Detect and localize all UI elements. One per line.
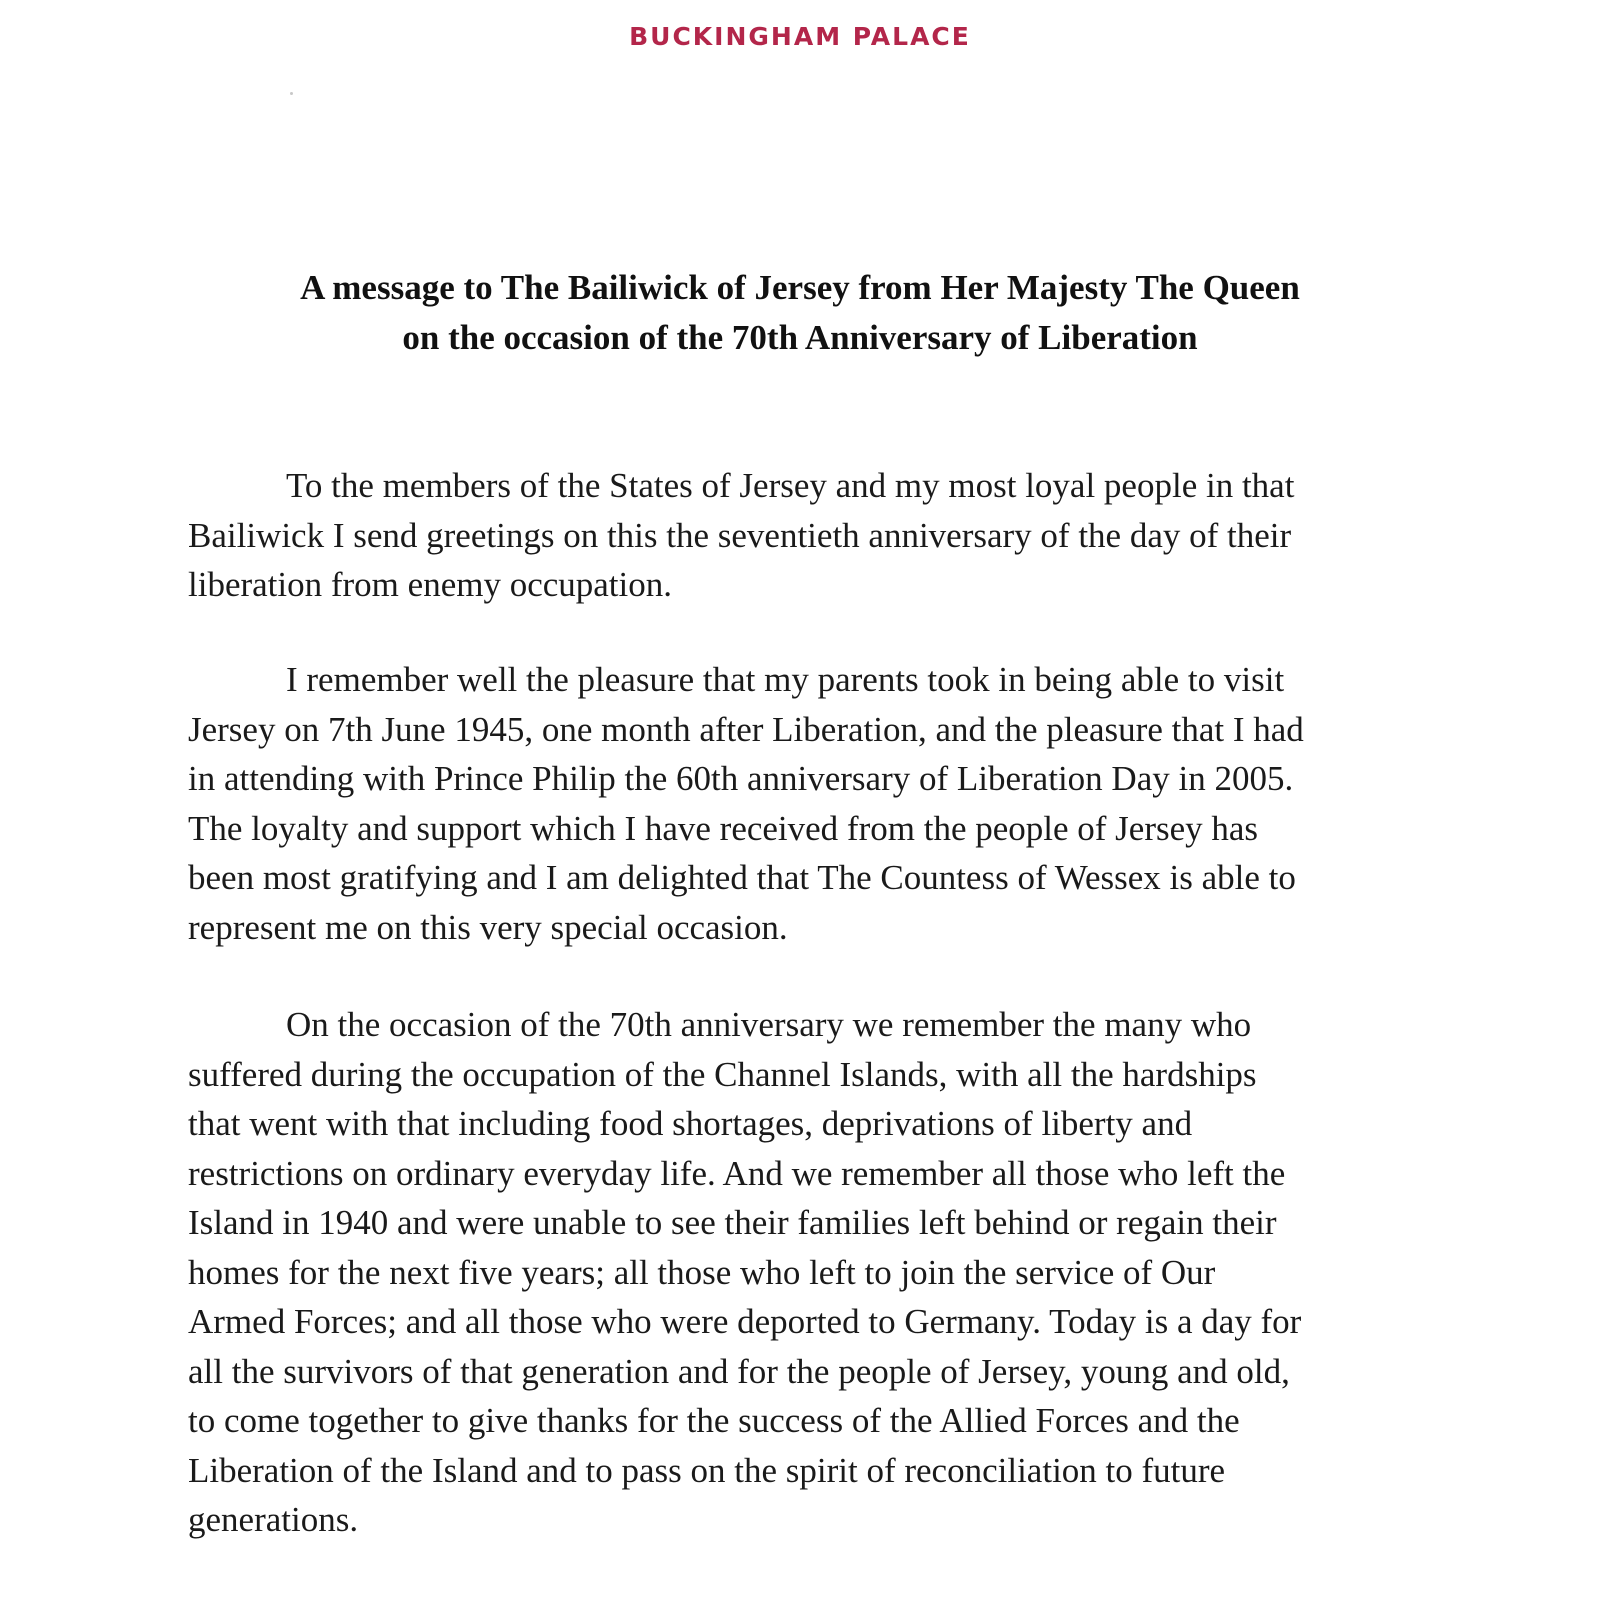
- title-line: A message to The Bailiwick of Jersey from Her Majesty The Queen: [300, 268, 1300, 307]
- scan-speck: [290, 92, 293, 95]
- paragraph-line: On the occasion of the 70th anniversary we remember the many who: [286, 1005, 1252, 1044]
- paragraph-line: Liberation of the Island and to pass on the spirit of reconciliation to future: [188, 1450, 1226, 1490]
- message-title: [150, 263, 1450, 363]
- paragraph-line: that went with that including food shortages, deprivations of liberty and: [188, 1104, 1193, 1143]
- paragraph-remembrance: [188, 655, 1428, 952]
- paragraph-line: been most gratifying and I am delighted that The Countess of Wessex is able to: [188, 858, 1296, 897]
- paragraph-line: Armed Forces; and all those who were deported to Germany. Today is a day for: [188, 1302, 1302, 1341]
- paragraph-line: suffered during the occupation of the Channel Islands, with all the hardships: [188, 1054, 1257, 1094]
- letterhead: BUCKINGHAM PALACE: [629, 22, 971, 51]
- paragraph-line: I remember well the pleasure that my parents took in being able to visit: [286, 660, 1285, 699]
- paragraph-line: liberation from enemy occupation.: [188, 565, 673, 604]
- paragraph-line: restrictions on ordinary everyday life. And we remember all those who left the: [188, 1153, 1286, 1193]
- paragraph-line: homes for the next five years; all those who left to join the service of Our: [188, 1252, 1216, 1292]
- paragraph-line: in attending with Prince Philip the 60th anniversary of Liberation Day in 2005.: [188, 759, 1294, 798]
- paragraph-occupation: [188, 1000, 1428, 1545]
- paragraph-line: To the members of the States of Jersey and my most loyal people in that: [286, 466, 1295, 505]
- paragraph-line: Bailiwick I send greetings on this the seventieth anniversary of the day of their: [188, 515, 1292, 555]
- paragraph-line: all the survivors of that generation and for the people of Jersey, young and old,: [188, 1351, 1290, 1391]
- paragraph-line: Jersey on 7th June 1945, one month after Liberation, and the pleasure that I had: [188, 709, 1304, 749]
- paragraph-line: Island in 1940 and were unable to see their families left behind or regain their: [188, 1203, 1277, 1242]
- paragraph-line: to come together to give thanks for the success of the Allied Forces and the: [188, 1401, 1240, 1440]
- title-line: on the occasion of the 70th Anniversary of Liberation: [402, 318, 1198, 357]
- paragraph-line: generations.: [188, 1500, 359, 1539]
- paragraph-line: The loyalty and support which I have received from the people of Jersey has: [188, 808, 1259, 848]
- paragraph-greeting: [188, 461, 1428, 610]
- paragraph-line: represent me on this very special occasion.: [188, 907, 788, 947]
